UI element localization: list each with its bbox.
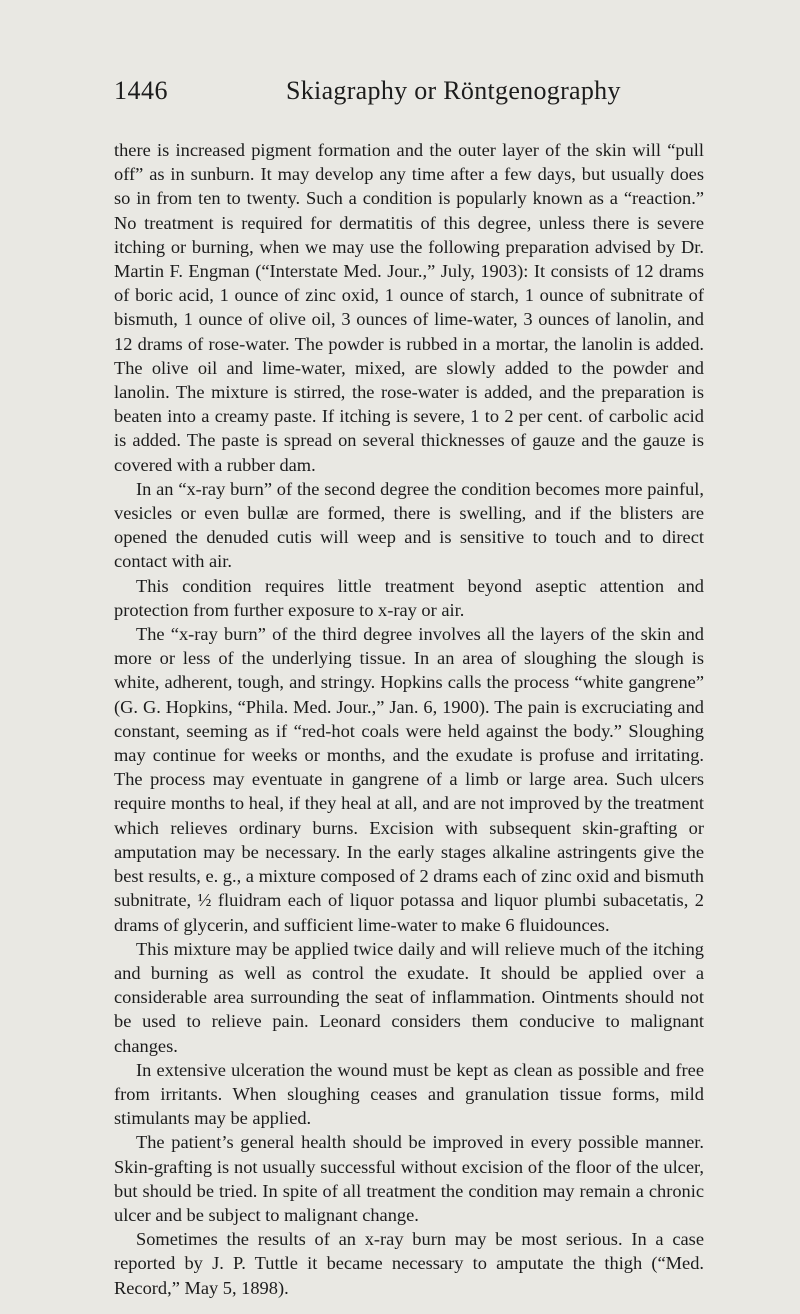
paragraph-general-health: The patient’s general health should be improved in every possible manner. Skin-grafting is not usually successful without excision of the floor of the ulcer, but should be tried. In spite of all treatment the condition may remain a chronic ulcer and be subject to malignant change. [114, 1132, 704, 1225]
paragraph-second-degree-treatment: This condition requires little treatment beyond aseptic attention and protection from further exposure to x-ray or air. [114, 575, 704, 620]
page-number: 1446 [114, 76, 168, 105]
body-text [114, 138, 704, 1300]
running-head: Skiagraphy or Röntgenography [286, 76, 621, 105]
paragraph-dermatitis-first-degree: there is increased pigment formation and the outer layer of the skin will “pull off” as in sunburn. It may develop any time after a few days, but usually does so in from ten to twenty. Such a condition is popularly known as a “reaction.” No treatment is required for dermatitis of this degree, unless there is severe itching or burning, when we may use the following preparation advised by Dr. Martin F. Engman (“Interstate Med. Jour.,” July, 1903): It consists of 12 drams of boric acid, 1 ounce of zinc oxid, 1 ounce of starch, 1 ounce of subnitrate of bismuth, 1 ounce of olive oil, 3 ounces of lime-water, 3 ounces of lanolin, and 12 drams of rose-water. The powder is rubbed in a mortar, the lanolin is added. The olive oil and lime-water, mixed, are slowly added to the powder and lanolin. The mixture is stirred, the rose-water is added, and the preparation is beaten into a creamy paste. If itching is severe, 1 to 2 per cent. of carbolic acid is added. The paste is spread on several thicknesses of gauze and the gauze is covered with a rubber dam. [114, 140, 704, 475]
paragraph-extensive-ulceration: In extensive ulceration the wound must be kept as clean as possible and free from irritants. When sloughing ceases and granulation tissue forms, mild stimulants may be applied. [114, 1059, 704, 1129]
paragraph-mixture-application: This mixture may be applied twice daily and will relieve much of the itching and burning as well as control the exudate. It should be applied over a considerable area surrounding the seat of inflammation. Ointments should not be used to relieve pain. Leonard considers them conducive to malignant changes. [114, 938, 704, 1056]
paragraph-second-degree-burn: In an “x-ray burn” of the second degree the condition becomes more painful, vesicles or even bullæ are formed, there is swelling, and if the blisters are opened the denuded cutis will weep and is sensitive to touch and to direct contact with air. [114, 478, 704, 572]
page-header [114, 76, 694, 116]
paragraph-serious-results: Sometimes the results of an x-ray burn may be most serious. In a case reported by J. P. Tuttle it became necessary to amputate the thigh (“Med. Record,” May 5, 1898). [114, 1229, 704, 1298]
paragraph-third-degree-burn: The “x-ray burn” of the third degree involves all the layers of the skin and more or less of the underlying tissue. In an area of sloughing the slough is white, adherent, tough, and stringy. Hopkins calls the process “white gangrene” (G. G. Hopkins, “Phila. Med. Jour.,” Jan. 6, 1900). The pain is excruciating and constant, seeming as if “red-hot coals were held against the body.” Sloughing may continue for weeks or months, and the exudate is profuse and irritating. The process may eventuate in gangrene of a limb or large area. Such ulcers require months to heal, if they heal at all, and are not improved by the treatment which relieves ordinary burns. Excision with subsequent skin-grafting or amputation may be necessary. In the early stages alkaline astringents give the best results, e. g., a mixture composed of 2 drams each of zinc oxid and bismuth subnitrate, ½ fluidram each of liquor potassa and liquor plumbi subacetatis, 2 drams of glycerin, and sufficient lime-water to make 6 fluidounces. [114, 624, 704, 935]
